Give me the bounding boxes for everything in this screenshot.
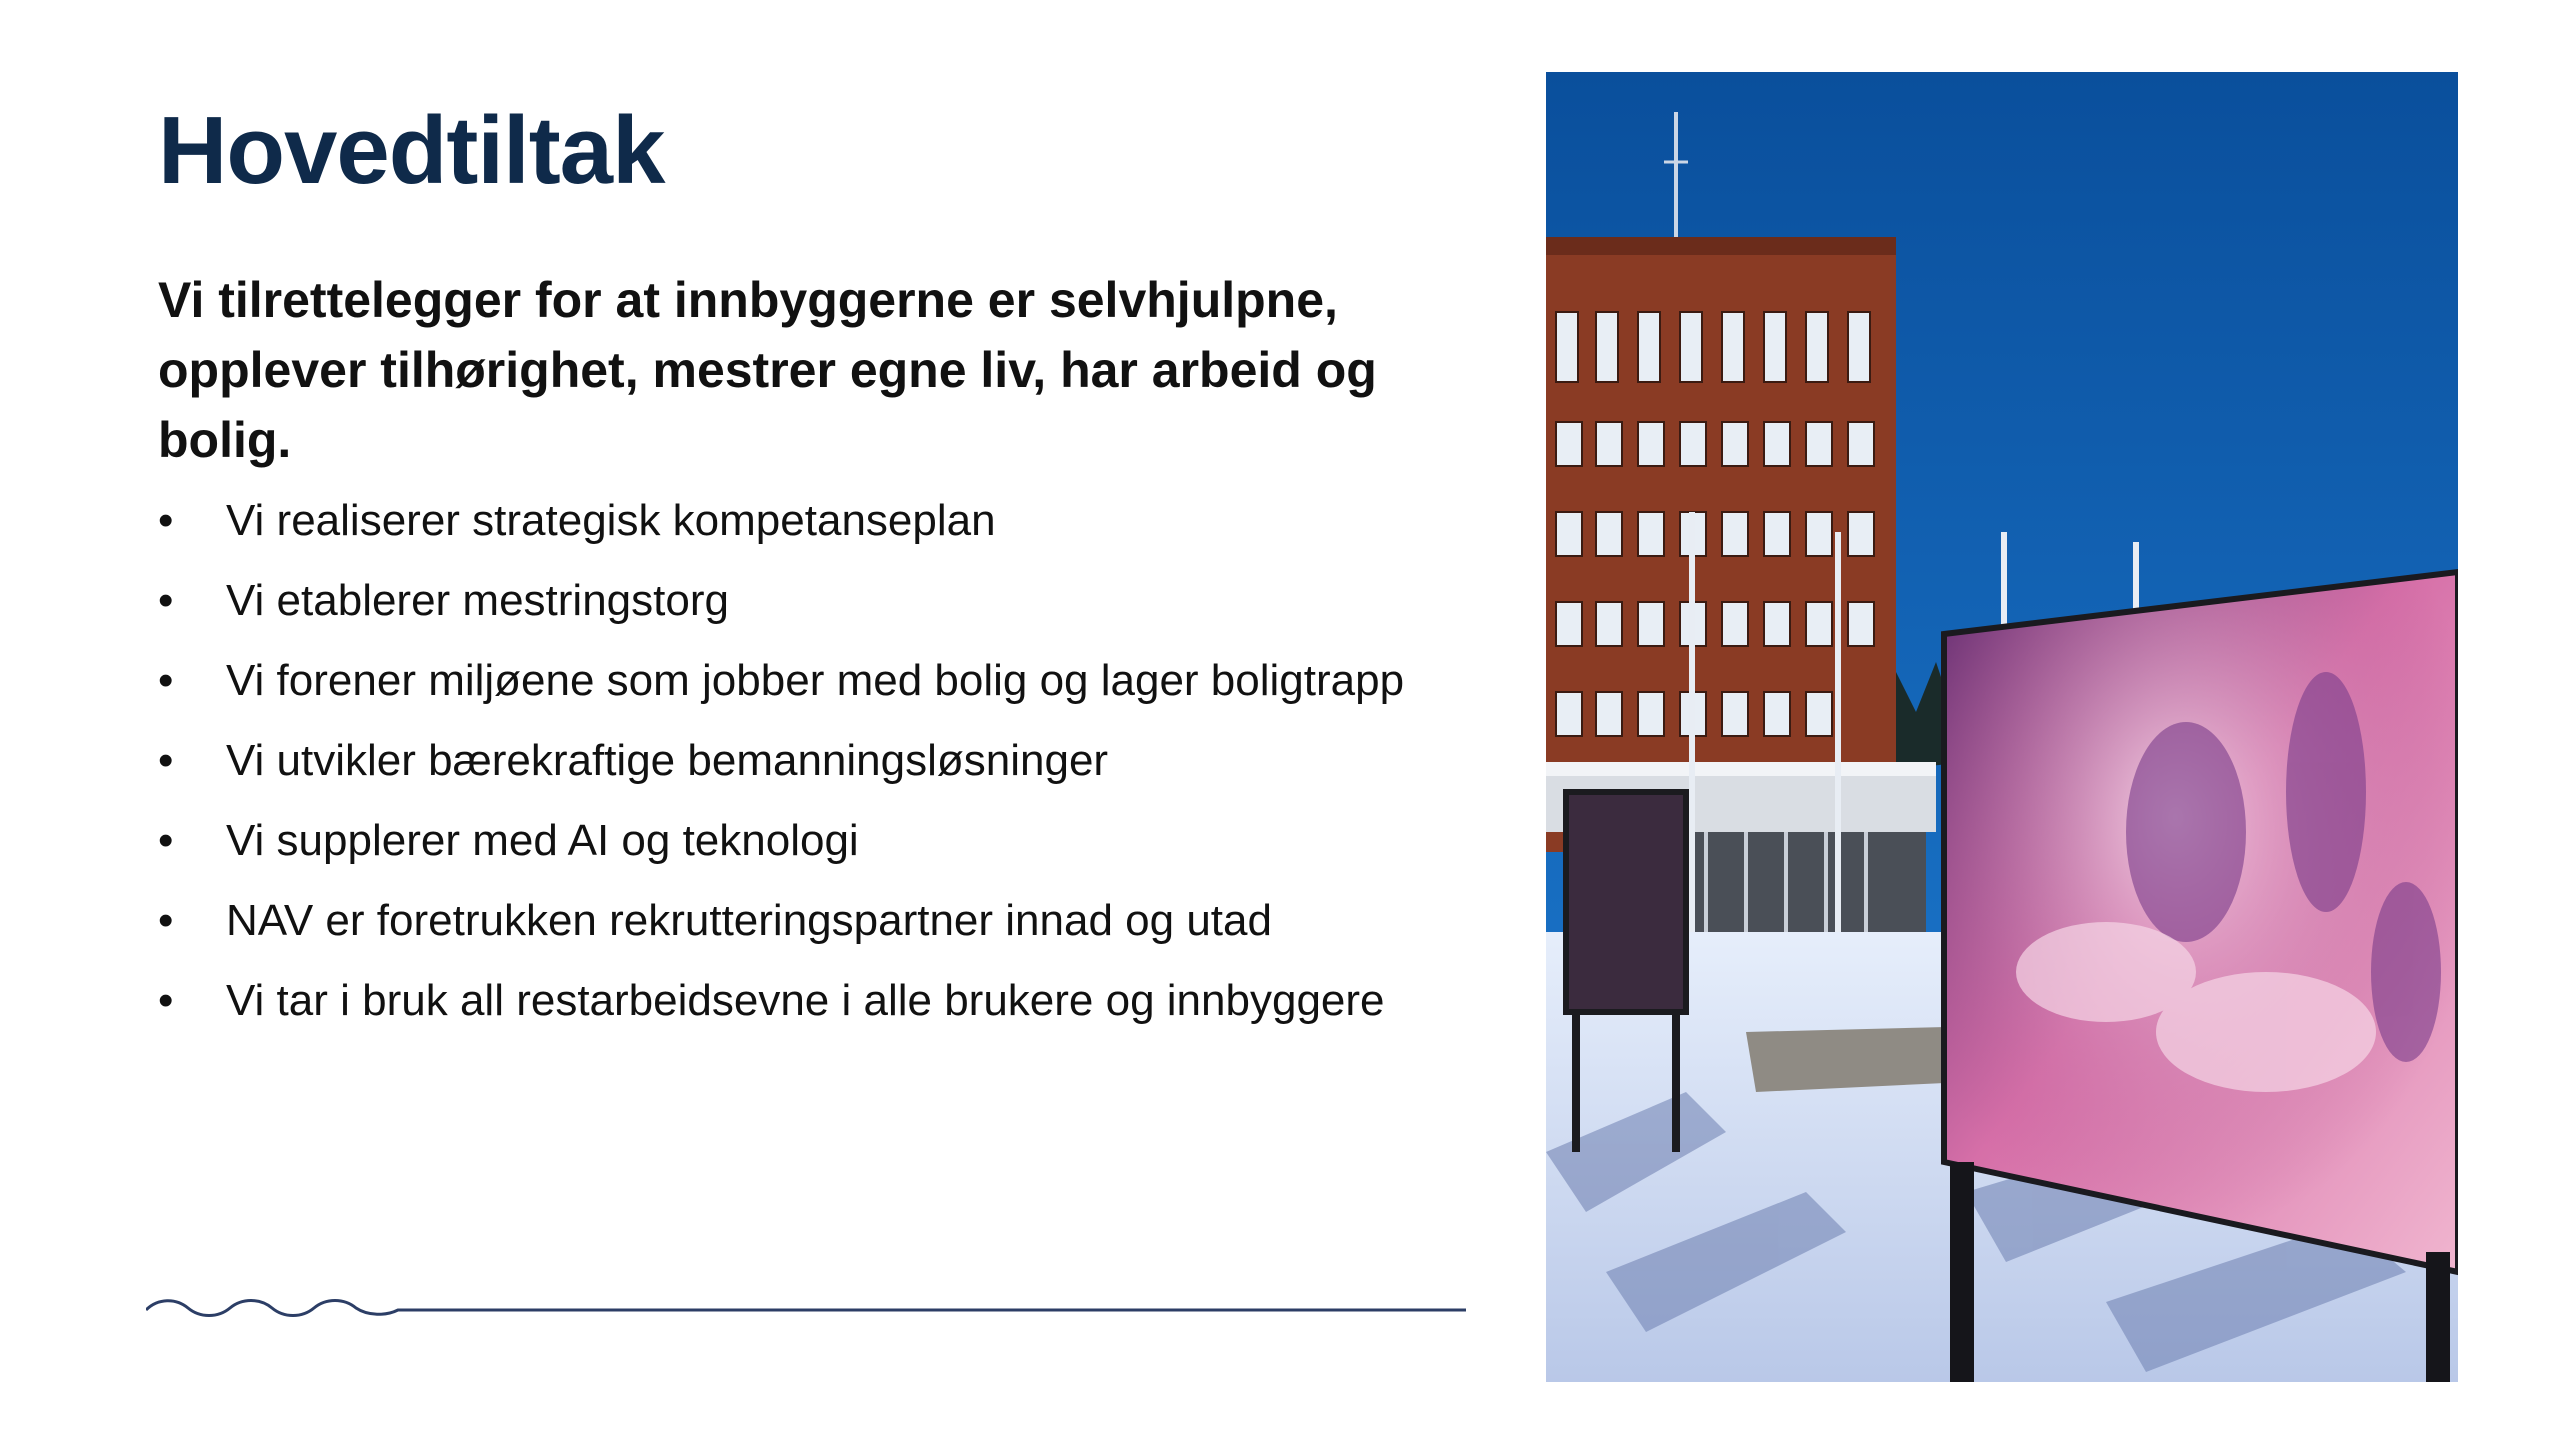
- bullet-text: Vi forener miljøene som jobber med bolig og lager boligtrapp: [226, 656, 1405, 705]
- bullet-item: [158, 970, 1458, 1032]
- bullet-item: [158, 490, 1458, 552]
- lead-paragraph: Vi tilrettelegger for at innbyggerne er selvhjulpne, opplever tilhørighet, mestrer egne liv, har arbeid og bolig.: [158, 272, 1377, 468]
- bullet-dot: •: [158, 576, 174, 625]
- bullet-item: [158, 890, 1458, 952]
- bullet-dot: •: [158, 816, 174, 865]
- bullet-item: [158, 810, 1458, 872]
- bullet-text: Vi realiserer strategisk kompetanseplan: [226, 496, 996, 545]
- bullet-text: Vi etablerer mestringstorg: [226, 576, 729, 625]
- bullet-list: [158, 490, 1458, 1050]
- bullet-dot: •: [158, 896, 174, 945]
- bullet-text: Vi supplerer med AI og teknologi: [226, 816, 859, 865]
- bullet-text: Vi utvikler bærekraftige bemanningsløsninger: [226, 736, 1109, 785]
- bullet-text: Vi tar i bruk all restarbeidsevne i alle brukere og innbyggere: [226, 976, 1385, 1025]
- bullet-item: [158, 730, 1458, 792]
- bullet-dot: •: [158, 976, 174, 1025]
- building-photo-illustration: [1546, 72, 2458, 1382]
- bullet-item: [158, 650, 1458, 712]
- bullet-item: [158, 570, 1458, 632]
- slide-title: Hovedtiltak: [158, 97, 665, 204]
- bullet-dot: •: [158, 496, 174, 545]
- wave-divider: [146, 1288, 1466, 1328]
- bullet-dot: •: [158, 736, 174, 785]
- bullet-text: NAV er foretrukken rekrutteringspartner innad og utad: [226, 896, 1272, 945]
- building-photo: [1546, 72, 2458, 1382]
- bullet-dot: •: [158, 656, 174, 705]
